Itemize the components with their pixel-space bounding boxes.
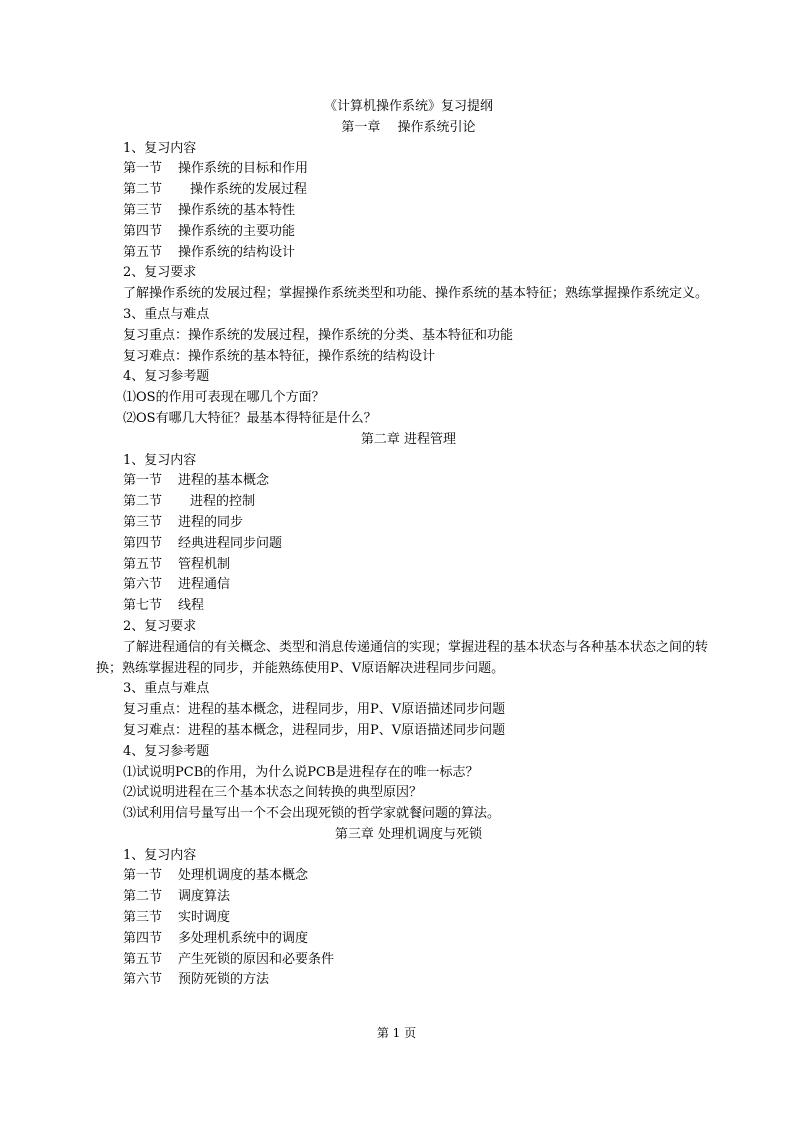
chapter-2-questions-label: 4、复习参考题 xyxy=(123,743,210,759)
chapter-2-key-point: 复习重点：进程的基本概念，进程同步，用P、V原语描述同步问题 xyxy=(123,702,506,718)
chapter-3-section xyxy=(96,866,721,887)
section-title: 进程通信 xyxy=(178,577,231,593)
chapter-1-section xyxy=(96,243,721,264)
section-title: 操作系统的基本特性 xyxy=(178,202,296,218)
chapter-2-section xyxy=(96,513,721,534)
section-number: 第二节 xyxy=(123,182,163,198)
document-body xyxy=(96,97,721,991)
section-number: 第五节 xyxy=(123,556,163,572)
chapter-2-question: ⑴试说明PCB的作用，为什么说PCB是进程存在的唯一标志？ xyxy=(123,764,479,780)
section-number: 第一节 xyxy=(123,161,163,177)
document-title: 《计算机操作系统》复习提纲 xyxy=(323,99,493,114)
chapter-1-questions-label: 4、复习参考题 xyxy=(123,369,210,385)
section-number: 第五节 xyxy=(123,951,163,967)
section-title: 管程机制 xyxy=(178,556,231,572)
section-number: 第七节 xyxy=(123,598,163,614)
section-title: 操作系统的结构设计 xyxy=(178,244,296,260)
chapter-2-section xyxy=(96,471,721,492)
section-title: 操作系统的目标和作用 xyxy=(178,161,309,177)
chapter-1-review-content-label: 1、复习内容 xyxy=(123,140,197,156)
chapter-1-heading: 第一章 操作系统引论 xyxy=(341,119,476,135)
chapter-1-question: ⑴OS的作用可表现在哪几个方面？ xyxy=(123,390,325,406)
chapter-1-key-points-label: 3、重点与难点 xyxy=(123,306,210,322)
page-number: 第 1 页 xyxy=(376,1026,417,1040)
chapter-2-section xyxy=(96,492,721,513)
chapter-2-heading: 第二章 进程管理 xyxy=(360,431,457,447)
chapter-1-section xyxy=(96,201,721,222)
section-number: 第三节 xyxy=(123,514,163,530)
chapter-2-section xyxy=(96,575,721,596)
chapter-2-section xyxy=(96,555,721,576)
section-number: 第二节 xyxy=(123,494,163,510)
section-title: 经典进程同步问题 xyxy=(178,535,283,551)
chapter-1-requirements-label: 2、复习要求 xyxy=(123,265,197,281)
chapter-2-requirements-label: 2、复习要求 xyxy=(123,618,197,634)
section-title: 进程的同步 xyxy=(178,514,244,530)
chapter-2-requirements-text: 了解进程通信的有关概念、类型和消息传递通信的实现；掌握进程的基本状态与各种基本状态之间的转换；熟练掌握进程的同步，并能熟练使用P、V原语解决进程同步问题。 xyxy=(96,639,709,676)
chapter-1-difficult-point: 复习难点：操作系统的基本特征，操作系统的结构设计 xyxy=(123,348,436,364)
chapter-3-section xyxy=(96,950,721,971)
chapter-2-review-content-label: 1、复习内容 xyxy=(123,452,197,468)
chapter-1-section xyxy=(96,180,721,201)
section-title: 调度算法 xyxy=(178,889,231,905)
chapter-3-section xyxy=(96,908,721,929)
section-number: 第三节 xyxy=(123,910,163,926)
section-title: 产生死锁的原因和必要条件 xyxy=(178,951,335,967)
chapter-2-key-points-label: 3、重点与难点 xyxy=(123,681,210,697)
section-title: 多处理机系统中的调度 xyxy=(178,930,309,946)
chapter-2-question: ⑶试利用信号量写出一个不会出现死锁的哲学家就餐问题的算法。 xyxy=(123,806,501,822)
section-number: 第四节 xyxy=(123,223,163,239)
chapter-3-heading: 第三章 处理机调度与死锁 xyxy=(334,826,483,842)
section-title: 进程的基本概念 xyxy=(178,473,270,489)
chapter-1-key-point: 复习重点：操作系统的发展过程，操作系统的分类、基本特征和功能 xyxy=(123,327,514,343)
chapter-1-question: ⑵OS有哪几大特征？最基本得特征是什么？ xyxy=(123,410,377,426)
chapter-2-section xyxy=(96,534,721,555)
section-title: 线程 xyxy=(178,598,205,614)
section-number: 第四节 xyxy=(123,535,163,551)
section-number: 第六节 xyxy=(123,577,163,593)
section-title: 进程的控制 xyxy=(190,494,256,510)
section-title: 操作系统的主要功能 xyxy=(178,223,296,239)
section-title: 操作系统的发展过程 xyxy=(190,182,308,198)
chapter-2-difficult-point: 复习难点：进程的基本概念，进程同步，用P、V原语描述同步问题 xyxy=(123,722,506,738)
section-number: 第六节 xyxy=(123,972,163,988)
chapter-1-requirements-text: 了解操作系统的发展过程；掌握操作系统类型和功能、操作系统的基本特征；熟练掌握操作系统定义。 xyxy=(123,286,709,302)
section-number: 第二节 xyxy=(123,889,163,905)
section-title: 预防死锁的方法 xyxy=(178,972,270,988)
section-title: 实时调度 xyxy=(178,910,231,926)
chapter-3-section xyxy=(96,929,721,950)
chapter-2-question: ⑵试说明进程在三个基本状态之间转换的典型原因？ xyxy=(123,785,423,801)
chapter-2-section xyxy=(96,596,721,617)
section-title: 处理机调度的基本概念 xyxy=(178,868,309,884)
chapter-3-section xyxy=(96,970,721,991)
section-number: 第一节 xyxy=(123,868,163,884)
chapter-1-section xyxy=(96,222,721,243)
section-number: 第五节 xyxy=(123,244,163,260)
chapter-1-section xyxy=(96,159,721,180)
section-number: 第三节 xyxy=(123,202,163,218)
section-number: 第一节 xyxy=(123,473,163,489)
section-number: 第四节 xyxy=(123,930,163,946)
chapter-3-review-content-label: 1、复习内容 xyxy=(123,847,197,863)
chapter-3-section xyxy=(96,887,721,908)
